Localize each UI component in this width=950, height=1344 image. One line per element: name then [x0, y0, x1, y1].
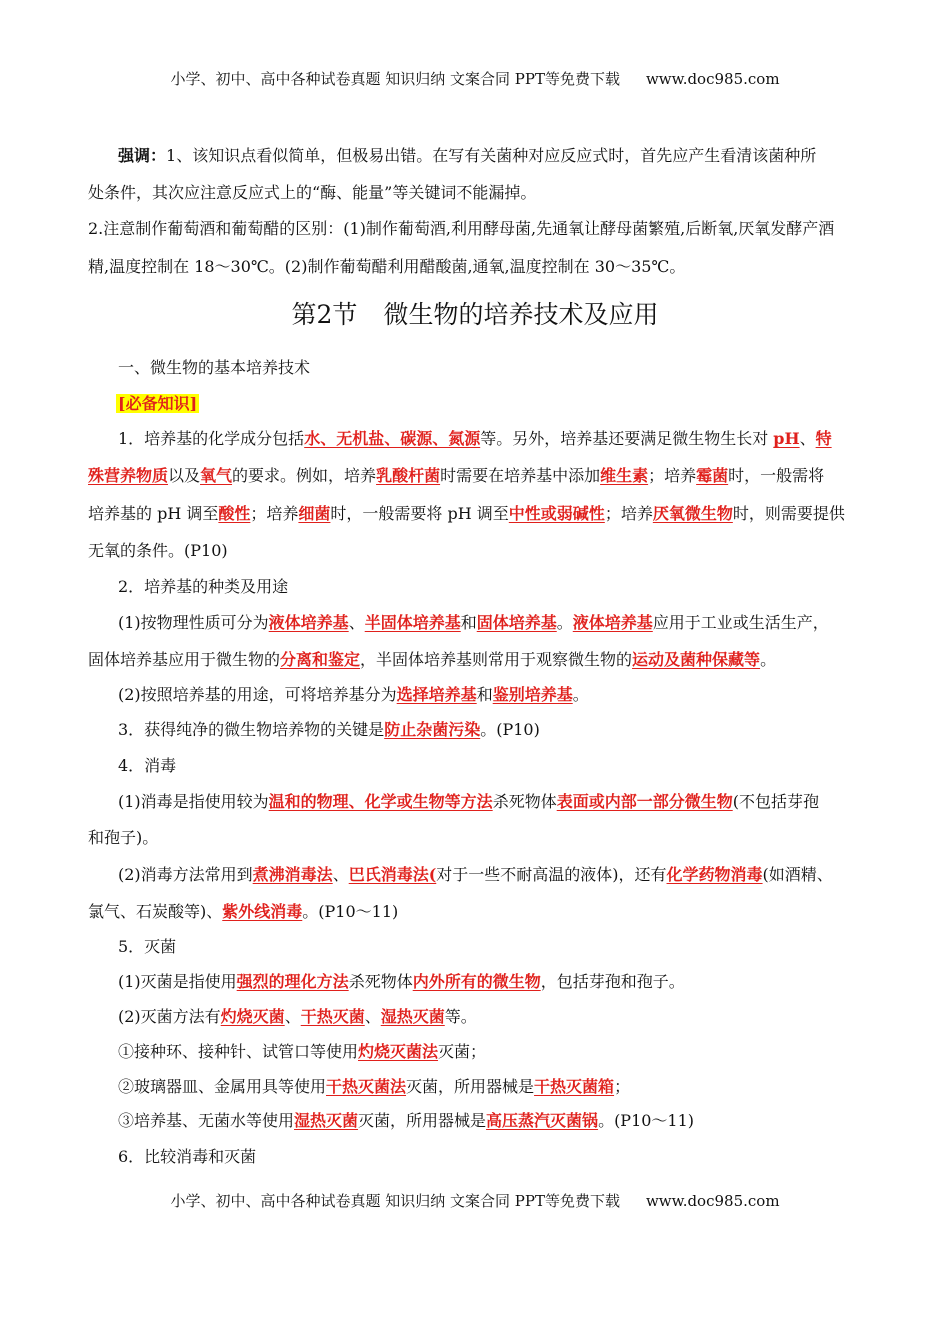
text: 和 — [476, 685, 493, 704]
text: (2)按照培养基的用途，可将培养基分为 — [118, 685, 397, 704]
emphasis-line-3 — [88, 218, 834, 240]
text: 3．获得纯净的微生物培养物的关键是 — [118, 720, 385, 739]
p5-line-4 — [118, 1076, 630, 1098]
text: 等。 — [444, 1007, 477, 1026]
text: 、 — [364, 1007, 381, 1026]
footer-text: 小学、初中、高中各种试卷真题 知识归纳 文案合同 PPT等免费下载 — [170, 1192, 620, 1210]
text: 4．消毒 — [118, 756, 177, 775]
text: (2)灭菌方法有 — [118, 1007, 221, 1026]
text: ，半固体培养基则常用于观察微生物的 — [360, 650, 633, 669]
text: 、 — [799, 429, 816, 448]
answer: 防止杂菌污染 — [384, 720, 481, 739]
text: 2.注意制作葡萄酒和葡萄醋的区别：(1)制作葡萄酒,利用酵母菌,先通氧让酵母菌繁殖,后断氧,厌氧发酵产酒 — [88, 219, 835, 238]
answer: 固体培养基 — [476, 613, 557, 632]
text: ； — [614, 1077, 631, 1096]
text: 灭菌，所用器械是 — [358, 1111, 487, 1130]
text: 和 — [460, 613, 477, 632]
answer: 液体培养基 — [268, 613, 349, 632]
p5-line-5 — [118, 1110, 694, 1132]
answer: 中性或弱碱性 — [508, 504, 605, 523]
answer: 灼烧灭菌 — [220, 1007, 285, 1026]
header-site: www.doc985.com — [645, 70, 780, 88]
text: (2)消毒方法常用到 — [118, 865, 253, 884]
knowledge-tag — [116, 393, 199, 415]
text: 时，一般需将 — [728, 466, 825, 485]
answer: 厌氧微生物 — [652, 504, 733, 523]
answer: 选择培养基 — [396, 685, 477, 704]
text: 1．培养基的化学成分包括 — [118, 429, 305, 448]
footer-site: www.doc985.com — [645, 1192, 780, 1210]
answer: 干热灭菌法 — [326, 1077, 407, 1096]
p4-line-2 — [88, 827, 158, 849]
p2-heading — [118, 576, 288, 598]
answer: 湿热灭菌 — [380, 1007, 445, 1026]
answer: pH — [773, 429, 800, 448]
answer: 巴氏消毒法( — [348, 865, 437, 884]
p4-line-4 — [88, 901, 398, 923]
text: 、 — [284, 1007, 301, 1026]
section-number: 第2节 — [291, 300, 358, 329]
answer: 表面或内部一部分微生物 — [556, 792, 733, 811]
p5-line-2 — [118, 1006, 477, 1028]
text: 固体培养基应用于微生物的 — [88, 650, 281, 669]
text: 无氧的条件。(P10) — [88, 541, 228, 560]
text: 灭菌； — [438, 1042, 487, 1061]
text: 时需要在培养基中添加 — [440, 466, 601, 485]
answer: 半固体培养基 — [364, 613, 461, 632]
p2-line-1 — [118, 612, 829, 634]
part-heading — [118, 357, 310, 379]
answer: 分离和鉴定 — [280, 650, 361, 669]
text: ；培养 — [648, 466, 697, 485]
answer: 霉菌 — [696, 466, 729, 485]
text: 和孢子)。 — [88, 828, 159, 847]
text: 对于一些不耐高温的液体)，还有 — [436, 865, 667, 884]
answer: 水、无机盐、碳源、氮源 — [304, 429, 481, 448]
answer: 殊营养物质 — [88, 466, 169, 485]
p2-line-3 — [118, 684, 589, 706]
text: 时，则需要提供 — [732, 504, 845, 523]
text: 6．比较消毒和灭菌 — [118, 1147, 257, 1166]
text: 培养基的 pH 调至 — [88, 504, 219, 523]
text: 应用于工业或生活生产， — [652, 613, 829, 632]
text: 1、该知识点看似简单，但极易出错。在写有关菌种对应反应式时，首先应产生看清该菌种所 — [166, 146, 817, 165]
answer: 特 — [815, 429, 832, 448]
text: 5．灭菌 — [118, 937, 177, 956]
text: 2．培养基的种类及用途 — [118, 577, 289, 596]
answer: 液体培养基 — [572, 613, 653, 632]
answer: 灼烧灭菌法 — [358, 1042, 439, 1061]
text: (不包括芽孢 — [732, 792, 819, 811]
p5-heading — [118, 936, 176, 958]
answer: 运动及菌种保藏等 — [632, 650, 761, 669]
text: ①接种环、接种针、试管口等使用 — [118, 1042, 359, 1061]
answer: 内外所有的微生物 — [412, 972, 541, 991]
header-text: 小学、初中、高中各种试卷真题 知识归纳 文案合同 PPT等免费下载 — [170, 70, 620, 88]
text: 。(P10～11) — [598, 1111, 695, 1130]
text: 氯气、石炭酸等)、 — [88, 902, 223, 921]
p3-line — [118, 719, 540, 741]
text: 、 — [348, 613, 365, 632]
answer: 鉴别培养基 — [492, 685, 573, 704]
text: 杀死物体 — [492, 792, 557, 811]
text: 一、微生物的基本培养技术 — [118, 358, 311, 377]
emphasis-line-2 — [88, 182, 536, 204]
answer: 维生素 — [600, 466, 649, 485]
text: 。 — [572, 685, 589, 704]
text: 以及 — [168, 466, 201, 485]
answer: 湿热灭菌 — [294, 1111, 359, 1130]
text: (1)按物理性质可分为 — [118, 613, 269, 632]
p6-heading — [118, 1146, 256, 1168]
text: 。(P10～11) — [302, 902, 399, 921]
answer: 温和的物理、化学或生物等方法 — [268, 792, 493, 811]
text: ；培养 — [604, 504, 653, 523]
answer: 细菌 — [298, 504, 331, 523]
text: ②玻璃器皿、金属用具等使用 — [118, 1077, 327, 1096]
p4-line-3 — [118, 864, 833, 886]
text: 。 — [556, 613, 573, 632]
text: 的要求。例如，培养 — [232, 466, 377, 485]
text: (如酒精、 — [762, 865, 833, 884]
answer: 干热灭菌 — [300, 1007, 365, 1026]
answer: 高压蒸汽灭菌锅 — [486, 1111, 599, 1130]
emphasis-line-4 — [88, 256, 685, 278]
p5-line-3 — [118, 1041, 486, 1063]
text: (1)灭菌是指使用 — [118, 972, 237, 991]
p1-line-3 — [88, 503, 845, 525]
answer: 干热灭菌箱 — [534, 1077, 615, 1096]
answer: 乳酸杆菌 — [376, 466, 441, 485]
text: ③培养基、无菌水等使用 — [118, 1111, 295, 1130]
text: 。 — [760, 650, 777, 669]
p1-line-4 — [88, 540, 228, 562]
p5-line-1 — [118, 971, 685, 993]
p1-line-2 — [88, 465, 824, 487]
page-footer — [0, 1190, 950, 1211]
emphasis-label: 强调： — [118, 146, 167, 165]
answer: 煮沸消毒法 — [252, 865, 333, 884]
text: 杀死物体 — [348, 972, 413, 991]
text: 、 — [332, 865, 349, 884]
text: 灭菌，所用器械是 — [406, 1077, 535, 1096]
p1-line-1 — [118, 428, 832, 450]
p4-line-1 — [118, 791, 819, 813]
text: ；培养 — [250, 504, 299, 523]
p4-heading — [118, 755, 176, 777]
emphasis-line-1 — [118, 145, 816, 167]
text: ，包括芽孢和孢子。 — [540, 972, 685, 991]
text: 等。另外，培养基还要满足微生物生长对 — [480, 429, 774, 448]
page-header — [0, 68, 950, 89]
answer: 化学药物消毒 — [666, 865, 763, 884]
section-name: 微生物的培养技术及应用 — [383, 300, 659, 329]
answer: 紫外线消毒 — [222, 902, 303, 921]
tag-text: [必备知识] — [118, 394, 198, 413]
p2-line-2 — [88, 649, 776, 671]
section-title — [0, 298, 950, 332]
answer: 酸性 — [218, 504, 251, 523]
text: 。(P10) — [480, 720, 540, 739]
text: 精,温度控制在 18～30℃。(2)制作葡萄醋利用醋酸菌,通氧,温度控制在 30～35℃。 — [88, 257, 686, 276]
text: (1)消毒是指使用较为 — [118, 792, 269, 811]
text: 处条件，其次应注意反应式上的“酶、能量”等关键词不能漏掉。 — [88, 183, 537, 202]
text: 时，一般需要将 pH 调至 — [330, 504, 509, 523]
answer: 氧气 — [200, 466, 233, 485]
answer: 强烈的理化方法 — [236, 972, 349, 991]
